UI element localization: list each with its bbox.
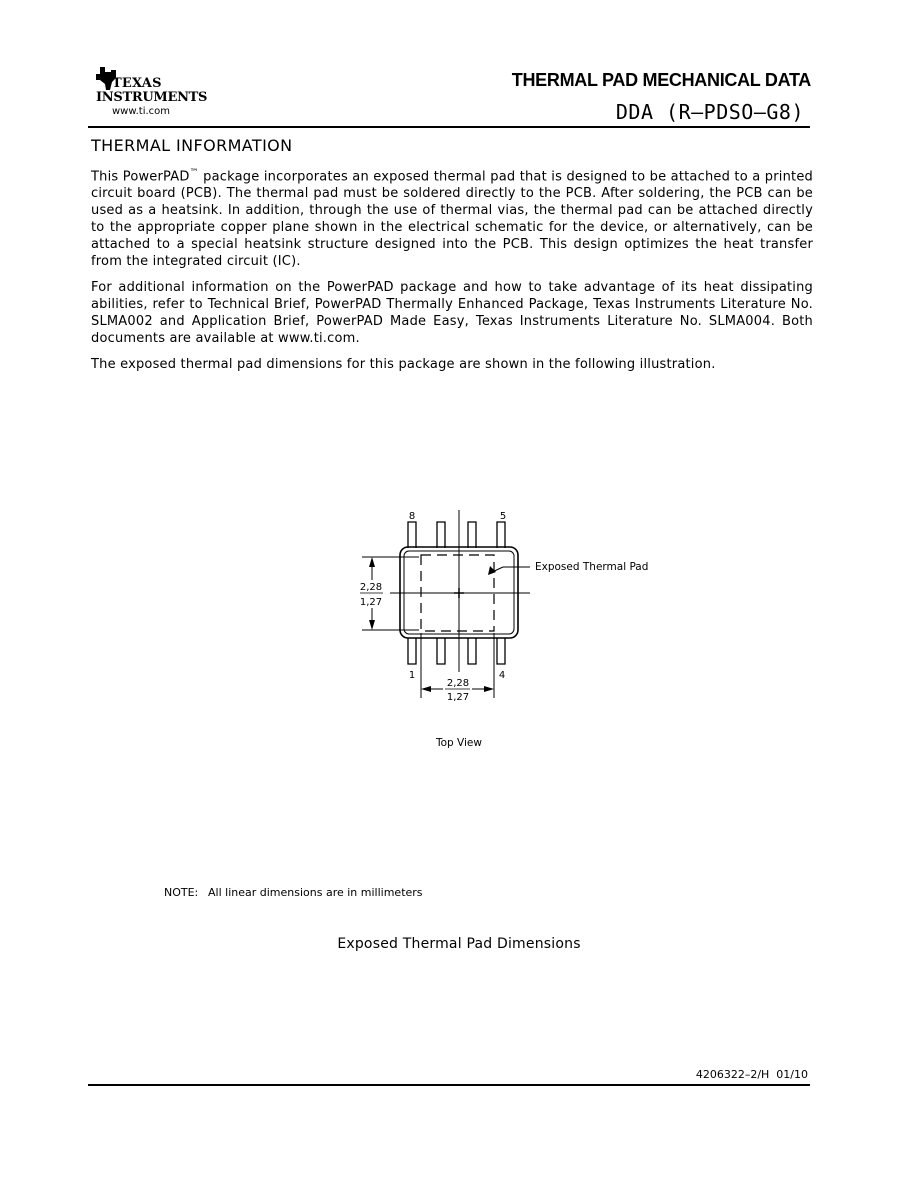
dim-horizontal-max: 2,28 (446, 678, 470, 689)
dim-horizontal-min: 1,27 (446, 692, 470, 703)
pin-label-5: 5 (499, 511, 507, 522)
dim-vertical-max: 2,28 (359, 582, 383, 593)
dim-vertical-min: 1,27 (359, 597, 383, 608)
paragraph-2: For additional information on the PowerPAD package and how to take advantage of its heat dissipating abilities, refer to Technical Brief, PowerPAD Thermally Enhanced Package, Texas Instruments Literature No. SLMA002 and Application Brief, PowerPAD Made Easy, Texas Instruments Literature No. SLMA004. Both documents are available at www.ti.com. (91, 280, 813, 346)
trademark-mark: ™ (189, 168, 199, 178)
logo-line2: INSTRUMENTS (96, 90, 208, 105)
bottom-leads (408, 638, 505, 664)
thermal-pad-diagram (350, 500, 680, 760)
paragraph-1 (91, 165, 813, 270)
exposed-pad-label: Exposed Thermal Pad (535, 561, 649, 573)
section-heading: THERMAL INFORMATION (91, 136, 293, 155)
note-label: NOTE: (164, 886, 199, 899)
paragraph-1-start: This PowerPAD (91, 169, 190, 185)
paragraph-3: The exposed thermal pad dimensions for this package are shown in the following illustration. (91, 357, 716, 372)
top-leads (408, 522, 505, 548)
footer-rule (88, 1084, 810, 1086)
logo-url: www.ti.com (112, 106, 171, 117)
top-view-label: Top View (436, 737, 482, 749)
paragraph-1-rest: package incorporates an exposed thermal pad that is designed to be attached to a printed circuit board (PCB). The thermal pad must be soldered directly to the PCB. After soldering, the PCB can be used as a heatsink. In addition, through the use of thermal vias, the thermal pad can be attached directly to the appropriate copper plane shown in the electrical schematic for the device, or alternatively, can be attached to a special heatsink structure designed into the PCB. This design optimizes the heat transfer from the integrated circuit (IC). (91, 169, 814, 270)
pin-label-4: 4 (498, 670, 506, 681)
pin-label-1: 1 (408, 670, 416, 681)
figure-caption: Exposed Thermal Pad Dimensions (337, 936, 581, 952)
dimension-note (164, 886, 423, 899)
header-rule (88, 126, 810, 128)
pin-label-8: 8 (408, 511, 416, 522)
document-title: THERMAL PAD MECHANICAL DATA (511, 70, 811, 90)
document-code: 4206322–2/H 01/10 (695, 1068, 808, 1081)
note-text: All linear dimensions are in millimeters (208, 886, 423, 899)
logo-line1: TEXAS (112, 76, 162, 91)
package-designator: DDA (R–PDSO–G8) (615, 100, 804, 124)
